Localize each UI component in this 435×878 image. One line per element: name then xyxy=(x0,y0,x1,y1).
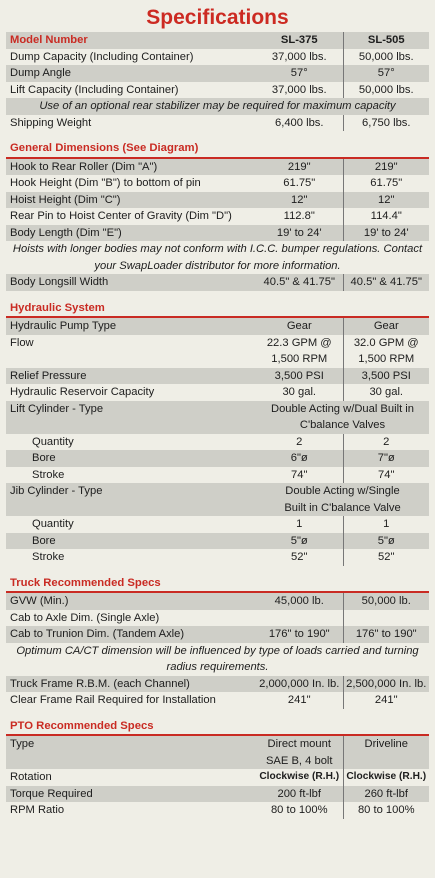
lift-cylinder-type xyxy=(256,401,429,434)
spec-label: Stroke xyxy=(32,468,65,481)
spec-value-sl375: Clockwise (R.H.) xyxy=(259,771,340,782)
spec-value-sl505: 57° xyxy=(343,65,429,82)
model-number-label: Model Number xyxy=(6,32,256,49)
pto-type-line2: SAE B, 4 bolt xyxy=(265,754,333,767)
hoist-note-row xyxy=(6,241,429,274)
spec-row-body-length xyxy=(6,225,429,242)
ca-ct-note: Optimum CA/CT dimension will be influenced by type of loads carried and turning radius requirements. xyxy=(16,644,419,673)
section-hydraulic-system xyxy=(6,298,429,318)
spec-value-sl375: 45,000 lb. xyxy=(256,592,343,610)
spec-label: Hydraulic Pump Type xyxy=(6,317,256,335)
spec-label: Torque Required xyxy=(6,786,256,803)
spec-label: Cab to Trunion Dim. (Tandem Axle) xyxy=(6,626,256,643)
spec-row-rear-pin xyxy=(6,208,429,225)
spec-value-sl375: Gear xyxy=(256,317,343,335)
spec-value-sl375: 37,000 lbs. xyxy=(271,83,327,96)
spec-label: Type xyxy=(6,735,256,769)
spec-value-sl505: 260 ft-lbf xyxy=(343,786,429,803)
spec-label: Hook Height (Dim "B") to bottom of pin xyxy=(10,177,201,189)
spec-value-sl375: 80 to 100% xyxy=(270,804,328,816)
section-pto-specs xyxy=(6,716,429,736)
spec-row-cab-axle xyxy=(6,610,429,627)
spec-value-sl505: 176" to 190" xyxy=(343,626,429,643)
spec-label: Body Longsill Width xyxy=(6,274,256,291)
spec-value-sl505: 3,500 PSI xyxy=(343,368,429,385)
spec-value-sl505: 50,000 lb. xyxy=(343,592,429,610)
spec-row-lift-quantity xyxy=(6,434,429,451)
spec-label: Bore xyxy=(6,533,256,550)
spec-label: Shipping Weight xyxy=(10,116,92,129)
spec-value-sl375: 52" xyxy=(291,551,308,563)
model-sl505: SL-505 xyxy=(343,32,429,49)
spec-value-sl505: 12" xyxy=(343,192,429,209)
section-title: PTO Recommended Specs xyxy=(6,716,429,736)
spec-row-reservoir xyxy=(6,384,429,401)
spec-value-sl505: 114.4" xyxy=(343,208,429,225)
lift-cylinder-type-line1: Double Acting w/Dual Built in xyxy=(270,402,415,415)
spec-value-sl505: 80 to 100% xyxy=(343,802,429,819)
spec-row-relief xyxy=(6,368,429,385)
jib-cylinder-type xyxy=(256,483,429,516)
flow-rate: 32.0 GPM @ xyxy=(353,336,419,349)
spec-label: Hoist Height (Dim "C") xyxy=(6,192,256,209)
spec-value-sl505: 19' to 24' xyxy=(343,225,429,242)
spec-row-lift-capacity xyxy=(6,82,429,99)
spec-value-sl375: 74" xyxy=(291,468,308,481)
spec-label: Clear Frame Rail Required for Installation xyxy=(10,694,216,706)
spec-row-jib-bore xyxy=(6,533,429,550)
spec-value-sl505: 52" xyxy=(343,549,429,566)
spec-value-sl375: 5"ø xyxy=(256,533,343,550)
pto-type-line1: Direct mount xyxy=(267,738,331,750)
flow-rpm: 1,500 RPM xyxy=(271,353,328,365)
spec-row-dump-angle xyxy=(6,65,429,82)
spec-row-flow xyxy=(6,335,429,368)
section-truck-specs xyxy=(6,573,429,593)
spec-value-sl375: 200 ft-lbf xyxy=(256,786,343,803)
spec-value-sl505: 50,000 lbs. xyxy=(343,82,429,99)
spec-label: Flow xyxy=(10,336,34,349)
spec-value-sl505: Gear xyxy=(343,317,429,335)
spec-row-dump-capacity xyxy=(6,49,429,66)
section-title: General Dimensions (See Diagram) xyxy=(6,138,429,158)
spec-row-lift-cylinder xyxy=(6,401,429,434)
spec-value-sl375: 1 xyxy=(296,518,303,530)
model-sl375: SL-375 xyxy=(256,32,343,49)
spec-value-sl505: Clockwise (R.H.) xyxy=(343,769,429,786)
spec-row-shipping-weight xyxy=(6,115,429,132)
spec-value-sl375: 2 xyxy=(296,435,303,448)
spec-label: RPM Ratio xyxy=(10,804,65,816)
spec-value-sl375 xyxy=(256,735,343,769)
spec-row-pump-type xyxy=(6,317,429,335)
jib-cylinder-type-line1: Double Acting w/Single xyxy=(285,485,400,497)
spec-label: Cab to Axle Dim. (Single Axle) xyxy=(10,611,160,624)
page-title: Specifications xyxy=(146,6,289,29)
spec-value-sl375: 57° xyxy=(256,65,343,82)
spec-value-sl505: 1 xyxy=(343,516,429,533)
spec-row-hook-height xyxy=(6,175,429,192)
spec-value-sl505 xyxy=(343,610,429,627)
spec-row-cab-trunion xyxy=(6,626,429,643)
spec-value-sl505: 30 gal. xyxy=(343,384,429,401)
spec-value-sl505: 2,500,000 In. lb. xyxy=(343,676,429,693)
spec-value-sl505: 7"ø xyxy=(343,450,429,467)
flow-rpm: 1,500 RPM xyxy=(358,353,415,365)
stabilizer-note-row xyxy=(6,98,429,115)
spec-value-sl505: 61.75" xyxy=(343,175,429,192)
spec-label: Lift Capacity (Including Container) xyxy=(10,83,179,96)
spec-value-sl375: 30 gal. xyxy=(282,386,317,398)
spec-value-sl375: 6,400 lbs. xyxy=(274,116,324,129)
section-title: Hydraulic System xyxy=(6,298,429,318)
spec-label: Quantity xyxy=(32,435,74,448)
spec-row-jib-stroke xyxy=(6,549,429,566)
ca-ct-note-row xyxy=(6,643,429,676)
spec-value-sl505: 2 xyxy=(343,434,429,451)
spec-value-sl375: 2,000,000 In. lb. xyxy=(256,676,343,693)
spec-label: Rotation xyxy=(10,771,52,783)
spec-value-sl375: 61.75" xyxy=(283,177,316,189)
spec-value-sl505: 40.5" & 41.75" xyxy=(343,274,429,291)
spec-value-sl505: 241" xyxy=(343,692,429,709)
spec-value-sl505 xyxy=(343,335,429,368)
spec-row-lift-bore xyxy=(6,450,429,467)
spec-value-sl375: 6"ø xyxy=(256,450,343,467)
section-title: Truck Recommended Specs xyxy=(6,573,429,593)
jib-cylinder-type-line2: Built in C'balance Valve xyxy=(284,501,401,514)
spec-value-sl375 xyxy=(256,610,343,627)
spec-value-sl375: 37,000 lbs. xyxy=(271,50,327,63)
spec-value-sl375: 176" to 190" xyxy=(256,626,343,643)
spec-table xyxy=(6,32,429,819)
spec-value-sl375: 40.5" & 41.75" xyxy=(256,274,343,291)
spec-value-sl505: 6,750 lbs. xyxy=(343,115,429,132)
spec-value-sl505: 5"ø xyxy=(343,533,429,550)
spec-value-sl505: Driveline xyxy=(343,735,429,769)
spec-label: Body Length (Dim "E") xyxy=(6,225,256,242)
spec-label: GVW (Min.) xyxy=(6,592,256,610)
model-header-row xyxy=(6,32,429,49)
spec-label: Bore xyxy=(6,450,256,467)
section-general-dimensions xyxy=(6,138,429,158)
spec-label: Hook to Rear Roller (Dim "A") xyxy=(6,158,256,176)
spec-label: Dump Angle xyxy=(6,65,256,82)
spec-row-rpm-ratio xyxy=(6,802,429,819)
spec-value-sl375: 241" xyxy=(287,694,311,706)
spec-value-sl505: 50,000 lbs. xyxy=(343,49,429,66)
spec-value-sl375 xyxy=(256,335,343,368)
spec-row-rotation xyxy=(6,769,429,786)
spec-value-sl375: 19' to 24' xyxy=(256,225,343,242)
spec-label: Dump Capacity (Including Container) xyxy=(10,50,194,63)
spec-label: Stroke xyxy=(32,551,65,563)
stabilizer-note: Use of an optional rear stabilizer may be required for maximum capacity xyxy=(6,98,429,115)
lift-cylinder-type-line2: C'balance Valves xyxy=(299,419,386,431)
spec-value-sl375: 219" xyxy=(256,158,343,176)
spec-label: Hydraulic Reservoir Capacity xyxy=(10,386,155,398)
spec-row-hoist-height xyxy=(6,192,429,209)
flow-rate: 22.3 GPM @ xyxy=(266,336,332,349)
spec-row-jib-cylinder xyxy=(6,483,429,516)
spec-value-sl505: 74" xyxy=(343,467,429,484)
spec-label: Truck Frame R.B.M. (each Channel) xyxy=(6,676,256,693)
spec-label: Jib Cylinder - Type xyxy=(6,483,256,516)
spec-row-lift-stroke xyxy=(6,467,429,484)
spec-row-longsill xyxy=(6,274,429,291)
spec-row-jib-quantity xyxy=(6,516,429,533)
spec-value-sl505: 219" xyxy=(343,158,429,176)
spec-row-gvw xyxy=(6,592,429,610)
spec-row-frame-rail xyxy=(6,692,429,709)
spec-label: Quantity xyxy=(32,518,74,530)
spec-row-rbm xyxy=(6,676,429,693)
spec-value-sl375: 3,500 PSI xyxy=(256,368,343,385)
hoist-note: Hoists with longer bodies may not conform with I.C.C. bumper regulations. Contact your SwapLoader distributor for more information. xyxy=(12,243,423,272)
spec-label: Relief Pressure xyxy=(6,368,256,385)
spec-row-torque xyxy=(6,786,429,803)
spec-value-sl375: 112.8" xyxy=(283,210,315,222)
spec-row-pto-type xyxy=(6,735,429,769)
spec-value-sl375: 12" xyxy=(256,192,343,209)
spec-row-hook-roller xyxy=(6,158,429,176)
spec-label: Rear Pin to Hoist Center of Gravity (Dim "D") xyxy=(10,210,232,222)
spec-label: Lift Cylinder - Type xyxy=(6,401,256,434)
